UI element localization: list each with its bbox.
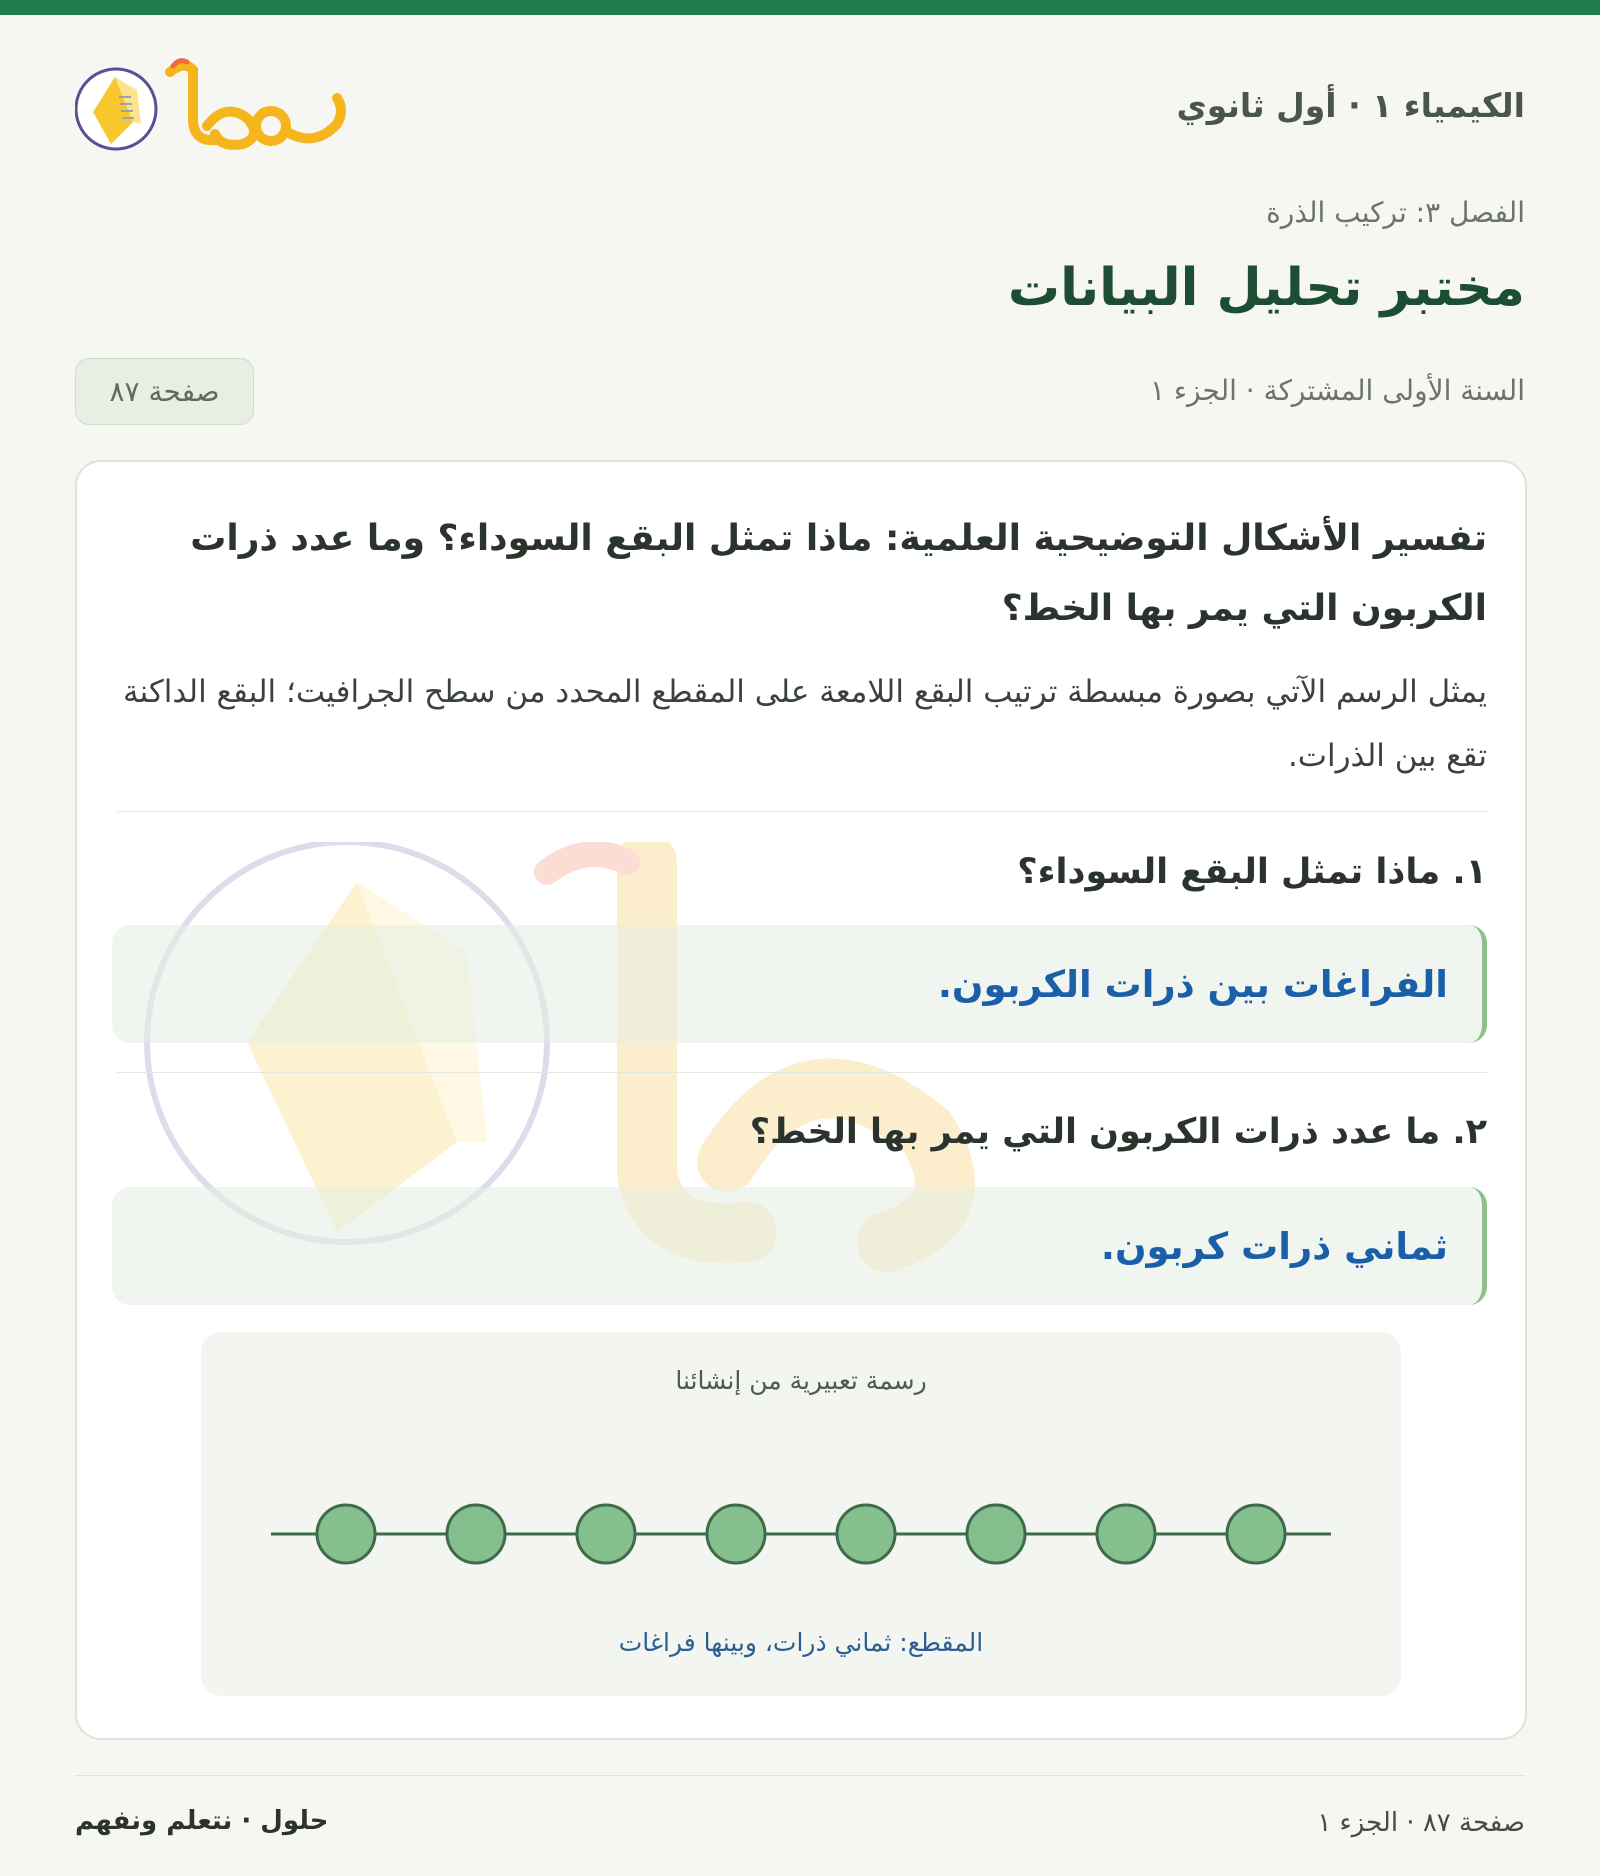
page-title: مختبر تحليل البيانات [1007,258,1525,318]
graphite-diagram [201,1332,1401,1696]
page-number-badge: صفحة ٨٧ [75,358,254,425]
hulul-logo[interactable] [75,52,375,162]
carbon-atom [837,1505,895,1563]
logo-mark-icon [75,52,375,162]
carbon-atom [317,1505,375,1563]
course-title: الكيمياء ١ · أول ثانوي [1176,86,1525,125]
footer-divider [75,1775,1525,1776]
answer-1: الفراغات بين ذرات الكربون. [937,962,1448,1006]
diagram-note: المقطع: ثماني ذرات، وبينها فراغات [618,1628,984,1657]
divider [117,1072,1487,1073]
answer-box-2 [112,1187,1487,1305]
carbon-atom [1227,1505,1285,1563]
footer-brand: حلول · نتعلم ونفهم [75,1806,329,1836]
book-meta: السنة الأولى المشتركة · الجزء ١ [1149,374,1525,407]
answer-2: ثماني ذرات كربون. [1100,1224,1448,1268]
diagram-caption: رسمة تعبيرية من إنشائنا [675,1366,927,1395]
carbon-atom [447,1505,505,1563]
carbon-atom [707,1505,765,1563]
main-question: تفسير الأشكال التوضيحية العلمية: ماذا تمثل البقع السوداء؟ وما عدد ذرات الكربون التي يمر بها الخط؟ [190,518,1487,629]
carbon-atom [577,1505,635,1563]
footer-page-info: صفحة ٨٧ · الجزء ١ [1317,1808,1525,1838]
chapter-label: الفصل ٣: تركيب الذرة [1266,196,1525,229]
divider [117,811,1487,812]
carbon-atom [967,1505,1025,1563]
question-intro: يمثل الرسم الآتي بصورة مبسطة ترتيب البقع اللامعة على المقطع المحدد من سطح الجرافيت؛ البقع الداكنة تقع بين الذرات. [123,674,1487,774]
carbon-atom [1097,1505,1155,1563]
page-header [75,40,1525,170]
answer-box-1 [112,925,1487,1043]
sub-question-1: ١. ماذا تمثل البقع السوداء؟ [1017,852,1487,892]
top-accent-bar [0,0,1600,15]
question-card [75,460,1527,1740]
sub-question-2: ٢. ما عدد ذرات الكربون التي يمر بها الخط؟ [749,1112,1487,1152]
atom-row-diagram [201,1482,1401,1582]
